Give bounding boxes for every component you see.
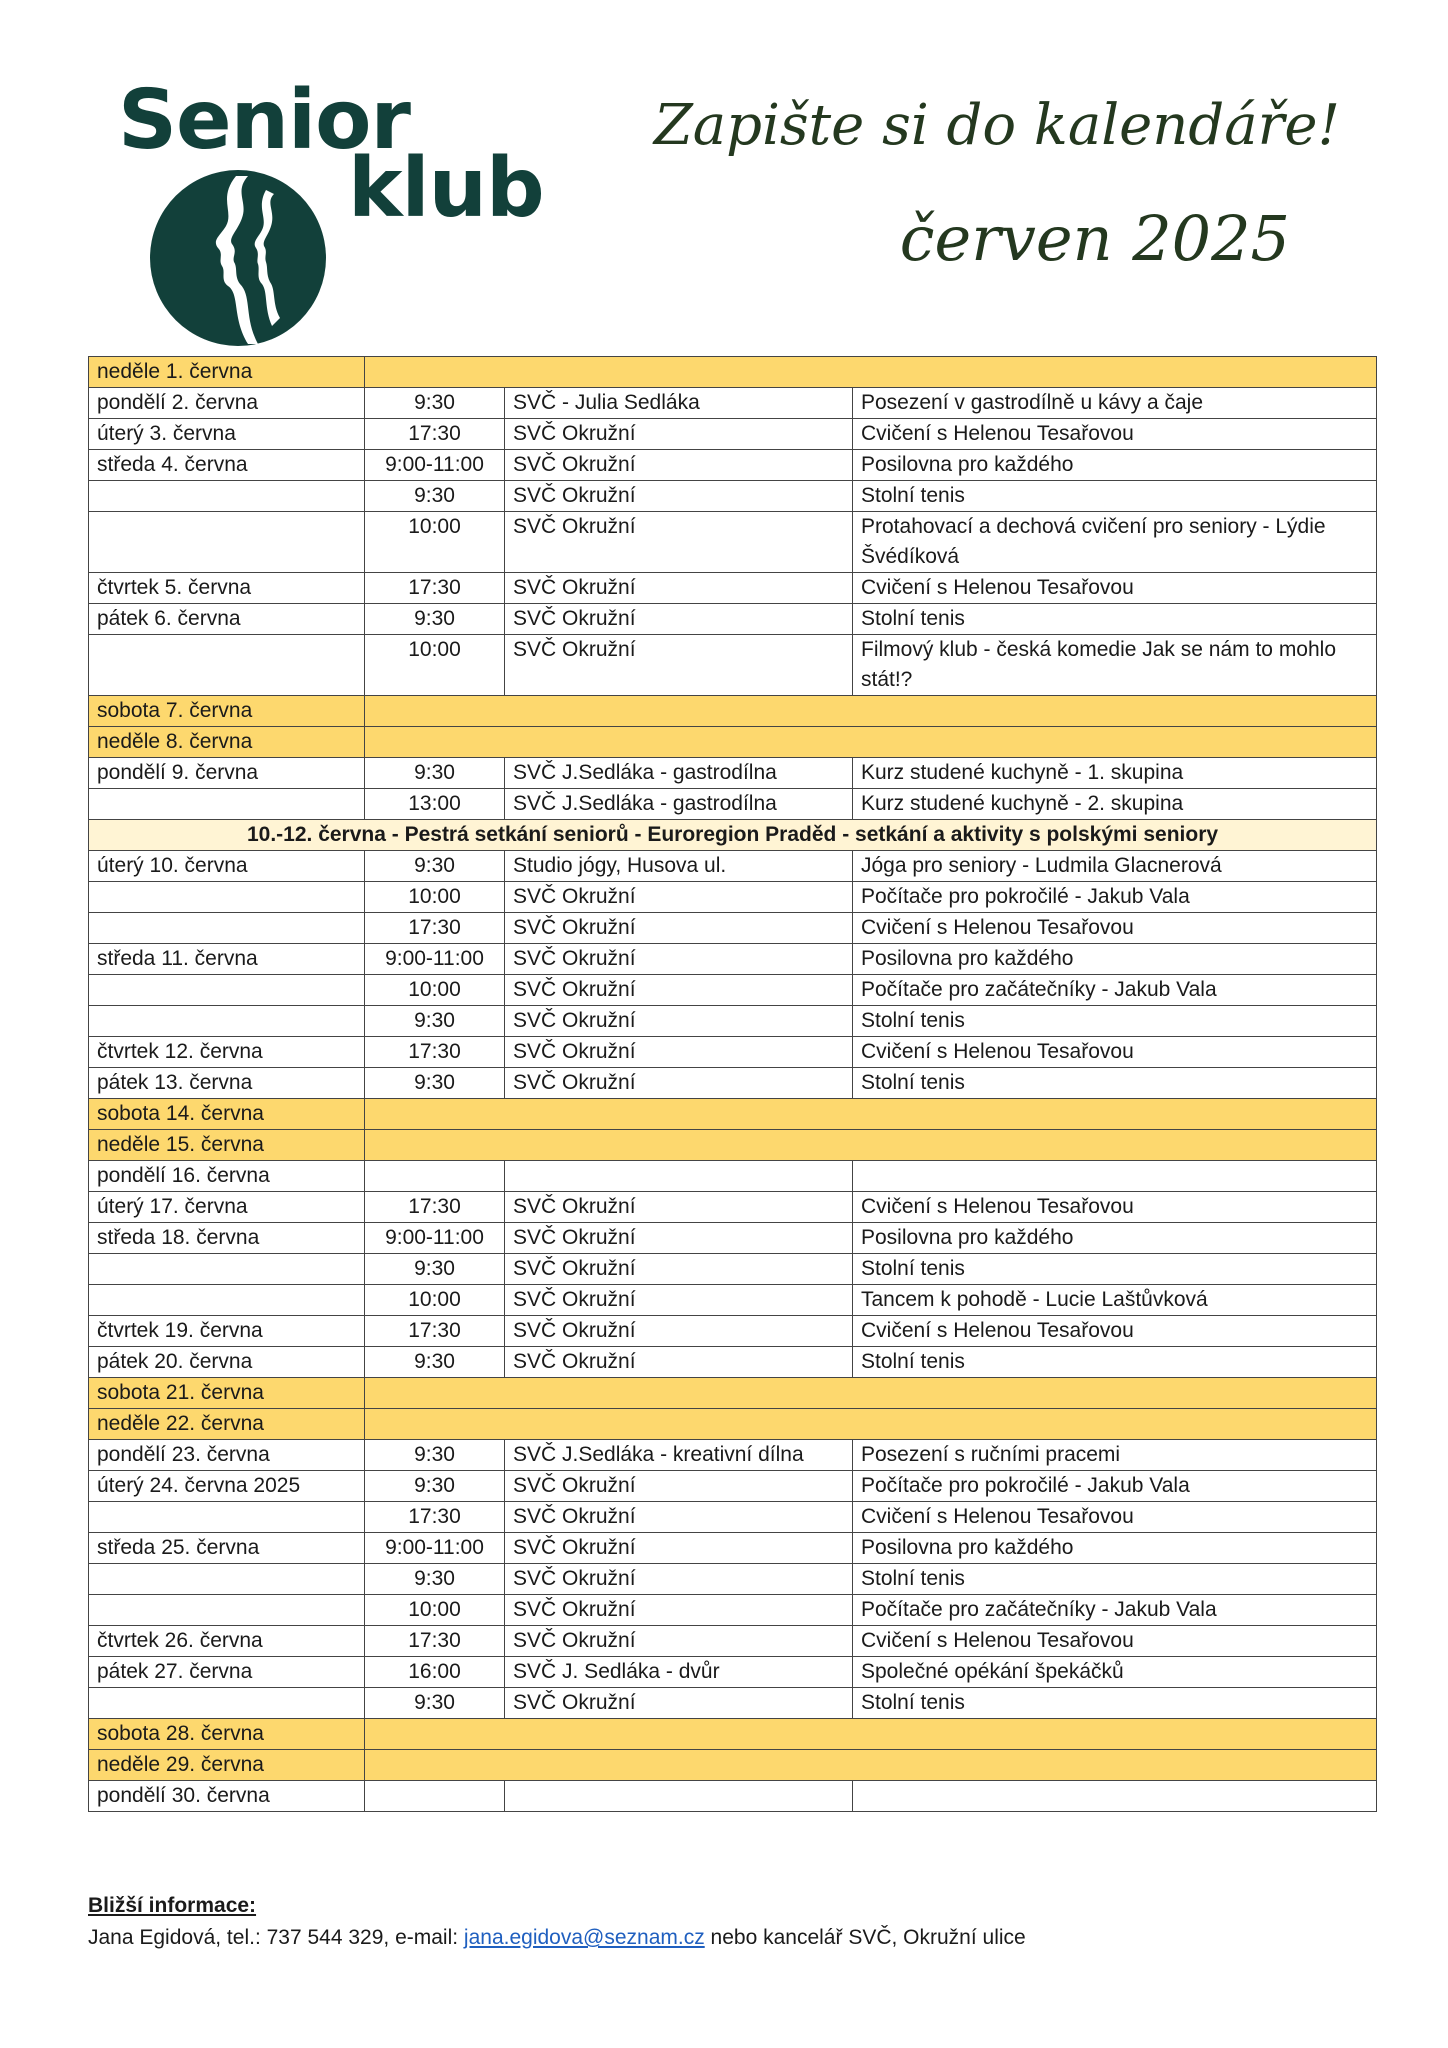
contact-line	[88, 1922, 1026, 1954]
activity-cell: Posilovna pro každého	[853, 944, 1377, 975]
contact-suffix: nebo kancelář SVČ, Okružní ulice	[704, 1926, 1026, 1949]
activity-cell: Tancem k pohodě - Lucie Laštůvková	[853, 1285, 1377, 1316]
weekend-empty-cell	[365, 1719, 1377, 1750]
table-row	[89, 1161, 1377, 1192]
activity-cell: Cvičení s Helenou Tesařovou	[853, 573, 1377, 604]
place-cell: SVČ J.Sedláka - gastrodílna	[505, 789, 853, 820]
table-row	[89, 1688, 1377, 1719]
day-cell: pátek 6. června	[89, 604, 365, 635]
activity-cell: Počítače pro začátečníky - Jakub Vala	[853, 975, 1377, 1006]
day-cell	[89, 1564, 365, 1595]
table-row	[89, 1006, 1377, 1037]
time-cell: 9:30	[365, 851, 505, 882]
activity-cell	[853, 1781, 1377, 1812]
day-cell: čtvrtek 19. června	[89, 1316, 365, 1347]
activity-cell: Stolní tenis	[853, 1564, 1377, 1595]
time-cell: 9:30	[365, 604, 505, 635]
activity-cell: Posilovna pro každého	[853, 1533, 1377, 1564]
month-title: červen 2025	[899, 202, 1290, 275]
day-cell	[89, 481, 365, 512]
day-cell: neděle 22. června	[89, 1409, 365, 1440]
event-banner-row	[89, 820, 1377, 851]
day-cell: středa 18. června	[89, 1223, 365, 1254]
logo-word-klub: klub	[348, 141, 544, 236]
table-row	[89, 1471, 1377, 1502]
time-cell: 9:30	[365, 481, 505, 512]
time-cell: 17:30	[365, 1192, 505, 1223]
faces-profile-icon	[148, 168, 328, 348]
time-cell: 10:00	[365, 975, 505, 1006]
table-row	[89, 604, 1377, 635]
page-title: Zapište si do kalendáře!	[653, 93, 1340, 158]
weekend-row	[89, 1409, 1377, 1440]
table-row	[89, 573, 1377, 604]
day-cell: pondělí 9. června	[89, 758, 365, 789]
place-cell	[505, 1161, 853, 1192]
time-cell: 10:00	[365, 512, 505, 573]
place-cell: SVČ Okružní	[505, 944, 853, 975]
place-cell: Studio jógy, Husova ul.	[505, 851, 853, 882]
table-row	[89, 851, 1377, 882]
place-cell: SVČ Okružní	[505, 1285, 853, 1316]
time-cell: 9:30	[365, 1347, 505, 1378]
activity-cell: Stolní tenis	[853, 1068, 1377, 1099]
activity-cell: Počítače pro pokročilé - Jakub Vala	[853, 1471, 1377, 1502]
weekend-empty-cell	[365, 1409, 1377, 1440]
day-cell: úterý 10. června	[89, 851, 365, 882]
activity-cell: Posilovna pro každého	[853, 450, 1377, 481]
table-row	[89, 1285, 1377, 1316]
table-row	[89, 388, 1377, 419]
weekend-row	[89, 357, 1377, 388]
activity-cell: Počítače pro pokročilé - Jakub Vala	[853, 882, 1377, 913]
time-cell: 17:30	[365, 1037, 505, 1068]
table-row	[89, 882, 1377, 913]
place-cell: SVČ Okružní	[505, 481, 853, 512]
activity-cell: Filmový klub - česká komedie Jak se nám to mohlo stát!?	[853, 635, 1377, 696]
activity-cell: Posezení s ručními pracemi	[853, 1440, 1377, 1471]
table-row	[89, 1533, 1377, 1564]
day-cell: středa 11. června	[89, 944, 365, 975]
activity-cell: Stolní tenis	[853, 1688, 1377, 1719]
table-row	[89, 1254, 1377, 1285]
place-cell: SVČ Okružní	[505, 419, 853, 450]
table-row	[89, 419, 1377, 450]
time-cell: 9:00-11:00	[365, 1223, 505, 1254]
time-cell: 10:00	[365, 635, 505, 696]
place-cell: SVČ Okružní	[505, 913, 853, 944]
day-cell: sobota 28. června	[89, 1719, 365, 1750]
place-cell: SVČ Okružní	[505, 1688, 853, 1719]
place-cell: SVČ Okružní	[505, 512, 853, 573]
place-cell: SVČ Okružní	[505, 1254, 853, 1285]
contact-info	[88, 1890, 1026, 1954]
place-cell: SVČ Okružní	[505, 1533, 853, 1564]
event-banner: 10.-12. června - Pestrá setkání seniorů - Euroregion Praděd - setkání a aktivity s polskými seniory	[89, 820, 1377, 851]
weekend-row	[89, 1719, 1377, 1750]
day-cell: neděle 1. června	[89, 357, 365, 388]
table-row	[89, 944, 1377, 975]
activity-cell: Cvičení s Helenou Tesařovou	[853, 913, 1377, 944]
day-cell: středa 25. června	[89, 1533, 365, 1564]
table-row	[89, 1440, 1377, 1471]
place-cell: SVČ Okružní	[505, 975, 853, 1006]
place-cell: SVČ Okružní	[505, 604, 853, 635]
activity-cell: Cvičení s Helenou Tesařovou	[853, 1192, 1377, 1223]
table-row	[89, 1781, 1377, 1812]
place-cell: SVČ Okružní	[505, 573, 853, 604]
activity-cell: Stolní tenis	[853, 1006, 1377, 1037]
place-cell: SVČ Okružní	[505, 1564, 853, 1595]
day-cell: pondělí 2. června	[89, 388, 365, 419]
time-cell: 9:30	[365, 1471, 505, 1502]
day-cell: pondělí 23. června	[89, 1440, 365, 1471]
day-cell	[89, 635, 365, 696]
place-cell: SVČ Okružní	[505, 1471, 853, 1502]
place-cell: SVČ Okružní	[505, 1502, 853, 1533]
weekend-empty-cell	[365, 1750, 1377, 1781]
time-cell: 9:30	[365, 1564, 505, 1595]
table-row	[89, 1564, 1377, 1595]
day-cell	[89, 512, 365, 573]
activity-cell: Cvičení s Helenou Tesařovou	[853, 419, 1377, 450]
time-cell: 17:30	[365, 1626, 505, 1657]
time-cell: 17:30	[365, 419, 505, 450]
day-cell	[89, 1254, 365, 1285]
table-row	[89, 1316, 1377, 1347]
activity-cell: Kurz studené kuchyně - 2. skupina	[853, 789, 1377, 820]
weekend-empty-cell	[365, 357, 1377, 388]
time-cell: 9:30	[365, 758, 505, 789]
day-cell: pondělí 16. června	[89, 1161, 365, 1192]
day-cell: sobota 14. června	[89, 1099, 365, 1130]
day-cell: sobota 7. června	[89, 696, 365, 727]
time-cell: 9:30	[365, 1006, 505, 1037]
table-row	[89, 1657, 1377, 1688]
place-cell: SVČ Okružní	[505, 1006, 853, 1037]
day-cell: pátek 20. června	[89, 1347, 365, 1378]
table-row	[89, 1068, 1377, 1099]
place-cell: SVČ Okružní	[505, 635, 853, 696]
place-cell: SVČ J.Sedláka - kreativní dílna	[505, 1440, 853, 1471]
place-cell: SVČ J.Sedláka - gastrodílna	[505, 758, 853, 789]
weekend-row	[89, 696, 1377, 727]
place-cell: SVČ Okružní	[505, 1223, 853, 1254]
day-cell: neděle 8. června	[89, 727, 365, 758]
table-row	[89, 635, 1377, 696]
weekend-row	[89, 1750, 1377, 1781]
day-cell	[89, 1502, 365, 1533]
time-cell: 17:30	[365, 573, 505, 604]
time-cell: 10:00	[365, 1595, 505, 1626]
time-cell	[365, 1161, 505, 1192]
day-cell	[89, 1595, 365, 1626]
weekend-row	[89, 1099, 1377, 1130]
activity-cell: Kurz studené kuchyně - 1. skupina	[853, 758, 1377, 789]
day-cell	[89, 1285, 365, 1316]
time-cell: 9:00-11:00	[365, 944, 505, 975]
place-cell	[505, 1781, 853, 1812]
table-row	[89, 1347, 1377, 1378]
activity-cell: Posezení v gastrodílně u kávy a čaje	[853, 388, 1377, 419]
table-row	[89, 1192, 1377, 1223]
weekend-row	[89, 727, 1377, 758]
contact-prefix: Jana Egidová, tel.: 737 544 329, e-mail:	[88, 1926, 464, 1949]
table-row	[89, 1595, 1377, 1626]
activity-cell: Stolní tenis	[853, 604, 1377, 635]
time-cell: 17:30	[365, 1502, 505, 1533]
activity-cell: Cvičení s Helenou Tesařovou	[853, 1626, 1377, 1657]
logo-word-senior: Senior	[118, 73, 410, 168]
weekend-empty-cell	[365, 696, 1377, 727]
table-row	[89, 789, 1377, 820]
place-cell: SVČ - Julia Sedláka	[505, 388, 853, 419]
day-cell: neděle 15. června	[89, 1130, 365, 1161]
weekend-empty-cell	[365, 727, 1377, 758]
time-cell: 17:30	[365, 1316, 505, 1347]
day-cell: pondělí 30. června	[89, 1781, 365, 1812]
place-cell: SVČ Okružní	[505, 1626, 853, 1657]
place-cell: SVČ Okružní	[505, 1347, 853, 1378]
time-cell: 9:30	[365, 1068, 505, 1099]
senior-klub-logo	[118, 73, 544, 350]
place-cell: SVČ Okružní	[505, 1037, 853, 1068]
place-cell: SVČ J. Sedláka - dvůr	[505, 1657, 853, 1688]
time-cell: 10:00	[365, 882, 505, 913]
time-cell: 9:00-11:00	[365, 1533, 505, 1564]
activity-cell: Cvičení s Helenou Tesařovou	[853, 1316, 1377, 1347]
table-row	[89, 1626, 1377, 1657]
place-cell: SVČ Okružní	[505, 1316, 853, 1347]
activity-cell: Společné opékání špekáčků	[853, 1657, 1377, 1688]
day-cell: čtvrtek 5. června	[89, 573, 365, 604]
place-cell: SVČ Okružní	[505, 1595, 853, 1626]
time-cell: 9:30	[365, 1254, 505, 1285]
email-link[interactable]: jana.egidova@seznam.cz	[463, 1926, 705, 1949]
day-cell: neděle 29. června	[89, 1750, 365, 1781]
activity-cell: Počítače pro začátečníky - Jakub Vala	[853, 1595, 1377, 1626]
weekend-row	[89, 1130, 1377, 1161]
activity-cell: Stolní tenis	[853, 1347, 1377, 1378]
place-cell: SVČ Okružní	[505, 882, 853, 913]
activity-cell: Protahovací a dechová cvičení pro seniory - Lýdie Švédíková	[853, 512, 1377, 573]
table-row	[89, 975, 1377, 1006]
table-row	[89, 450, 1377, 481]
day-cell: úterý 24. června 2025	[89, 1471, 365, 1502]
day-cell: čtvrtek 26. června	[89, 1626, 365, 1657]
schedule-table	[88, 356, 1377, 1812]
table-row	[89, 512, 1377, 573]
day-cell: úterý 3. června	[89, 419, 365, 450]
weekend-empty-cell	[365, 1099, 1377, 1130]
time-cell: 9:00-11:00	[365, 450, 505, 481]
place-cell: SVČ Okružní	[505, 1192, 853, 1223]
time-cell: 10:00	[365, 1285, 505, 1316]
place-cell: SVČ Okružní	[505, 450, 853, 481]
time-cell	[365, 1781, 505, 1812]
weekend-empty-cell	[365, 1130, 1377, 1161]
day-cell: pátek 27. června	[89, 1657, 365, 1688]
table-row	[89, 1223, 1377, 1254]
time-cell: 9:30	[365, 1688, 505, 1719]
activity-cell: Cvičení s Helenou Tesařovou	[853, 1037, 1377, 1068]
contact-heading: Bližší informace:	[88, 1894, 257, 1917]
activity-cell: Posilovna pro každého	[853, 1223, 1377, 1254]
day-cell	[89, 882, 365, 913]
activity-cell: Stolní tenis	[853, 1254, 1377, 1285]
time-cell: 9:30	[365, 1440, 505, 1471]
day-cell	[89, 1006, 365, 1037]
day-cell: středa 4. června	[89, 450, 365, 481]
table-row	[89, 1502, 1377, 1533]
activity-cell: Jóga pro seniory - Ludmila Glacnerová	[853, 851, 1377, 882]
day-cell: pátek 13. června	[89, 1068, 365, 1099]
weekend-row	[89, 1378, 1377, 1409]
table-row	[89, 913, 1377, 944]
table-row	[89, 1037, 1377, 1068]
time-cell: 9:30	[365, 388, 505, 419]
day-cell: sobota 21. června	[89, 1378, 365, 1409]
day-cell: úterý 17. června	[89, 1192, 365, 1223]
place-cell: SVČ Okružní	[505, 1068, 853, 1099]
day-cell	[89, 913, 365, 944]
table-row	[89, 481, 1377, 512]
activity-cell	[853, 1161, 1377, 1192]
time-cell: 17:30	[365, 913, 505, 944]
activity-cell: Stolní tenis	[853, 481, 1377, 512]
day-cell	[89, 789, 365, 820]
day-cell	[89, 975, 365, 1006]
day-cell	[89, 1688, 365, 1719]
time-cell: 16:00	[365, 1657, 505, 1688]
activity-cell: Cvičení s Helenou Tesařovou	[853, 1502, 1377, 1533]
weekend-empty-cell	[365, 1378, 1377, 1409]
day-cell: čtvrtek 12. června	[89, 1037, 365, 1068]
table-row	[89, 758, 1377, 789]
time-cell: 13:00	[365, 789, 505, 820]
